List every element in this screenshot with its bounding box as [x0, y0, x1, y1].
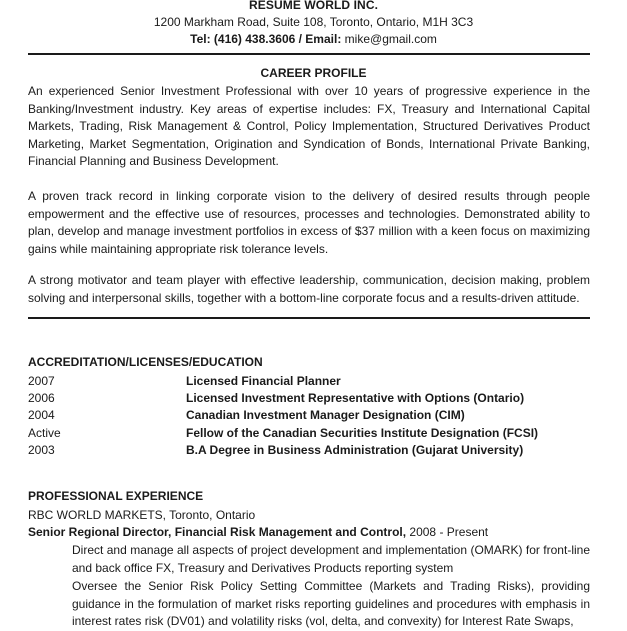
accreditation-year: 2006 [28, 391, 55, 405]
profile-paragraph-3: A strong motivator and team player with effective leadership, communication, decision making, problem solving and interpersonal skills, together with a bottom-line corporate focus and a results-driven attitude. [28, 273, 590, 305]
experience-bullet: Direct and manage all aspects of project development and implementation (OMARK) for front-line and back office FX, Treasury and Derivatives Products reporting system [72, 543, 590, 575]
employer-line: RBC WORLD MARKETS, Toronto, Ontario [28, 508, 256, 522]
profile-paragraph-2: A proven track record in linking corporate vision to the delivery of desired results through people empowerment and the effective use of resources, processes and technologies. Demonstrated ability to plan, develop and manage investment portfolios in excess of $37 million with a keen focus on maximizing gains while maintaining appropriate risk tolerance levels. [28, 189, 590, 256]
accreditation-row [28, 390, 590, 407]
experience-bullet: Oversee the Senior Risk Policy Setting Committee (Markets and Trading Risks), providing guidance in the formulation of market risks reporting guidelines and procedures with emphasis in interest rates risk (DV01) and volatility risks (vol, delta, and convexity) for Interest Rate Swaps, [72, 579, 590, 628]
contact-label: Tel: (416) 438.3606 / Email: [190, 32, 342, 46]
company-address: 1200 Markham Road, Suite 108, Toronto, Ontario, M1H 3C3 [153, 15, 474, 29]
role-line [28, 524, 590, 541]
accreditation-title: ACCREDITATION/LICENSES/EDUCATION [28, 355, 263, 369]
contact-line [0, 31, 627, 48]
career-profile-title: CAREER PROFILE [260, 66, 367, 80]
header-divider [28, 53, 590, 55]
experience-title: PROFESSIONAL EXPERIENCE [28, 489, 204, 503]
accreditation-year: Active [28, 426, 61, 440]
accreditation-name: Licensed Financial Planner [186, 374, 341, 388]
accreditation-row [28, 442, 590, 459]
profile-paragraph-1: An experienced Senior Investment Professional with over 10 years of progressive experience in the Banking/Investment industry. Key areas of expertise includes: FX, Treasury and International Capital Markets, Trading, Risk Management & Control, Policy Implementation, Structured Derivatives Product Marketing, Market Segmentation, Origination and Syndication of Bonds, International Private Banking, Financial Planning and Business Development. [28, 84, 590, 168]
resume-header [0, 0, 627, 48]
profile-divider [28, 317, 590, 319]
accreditation-name: Licensed Investment Representative with Options (Ontario) [186, 391, 525, 405]
role-dates: 2008 - Present [406, 525, 489, 539]
company-name: RESUME WORLD INC. [248, 0, 379, 12]
accreditation-name: B.A Degree in Business Administration (Gujarat University) [186, 443, 524, 457]
accreditation-year: 2007 [28, 374, 55, 388]
accreditation-row [28, 425, 590, 442]
accreditation-year: 2004 [28, 408, 55, 422]
role-title: Senior Regional Director, Financial Risk Management and Control, [28, 525, 407, 539]
contact-email: mike@gmail.com [344, 32, 437, 46]
accreditation-year: 2003 [28, 443, 55, 457]
accreditation-name: Canadian Investment Manager Designation (CIM) [186, 408, 465, 422]
accreditation-name: Fellow of the Canadian Securities Institute Designation (FCSI) [186, 426, 539, 440]
accreditation-row [28, 407, 590, 424]
accreditation-row [28, 373, 590, 390]
